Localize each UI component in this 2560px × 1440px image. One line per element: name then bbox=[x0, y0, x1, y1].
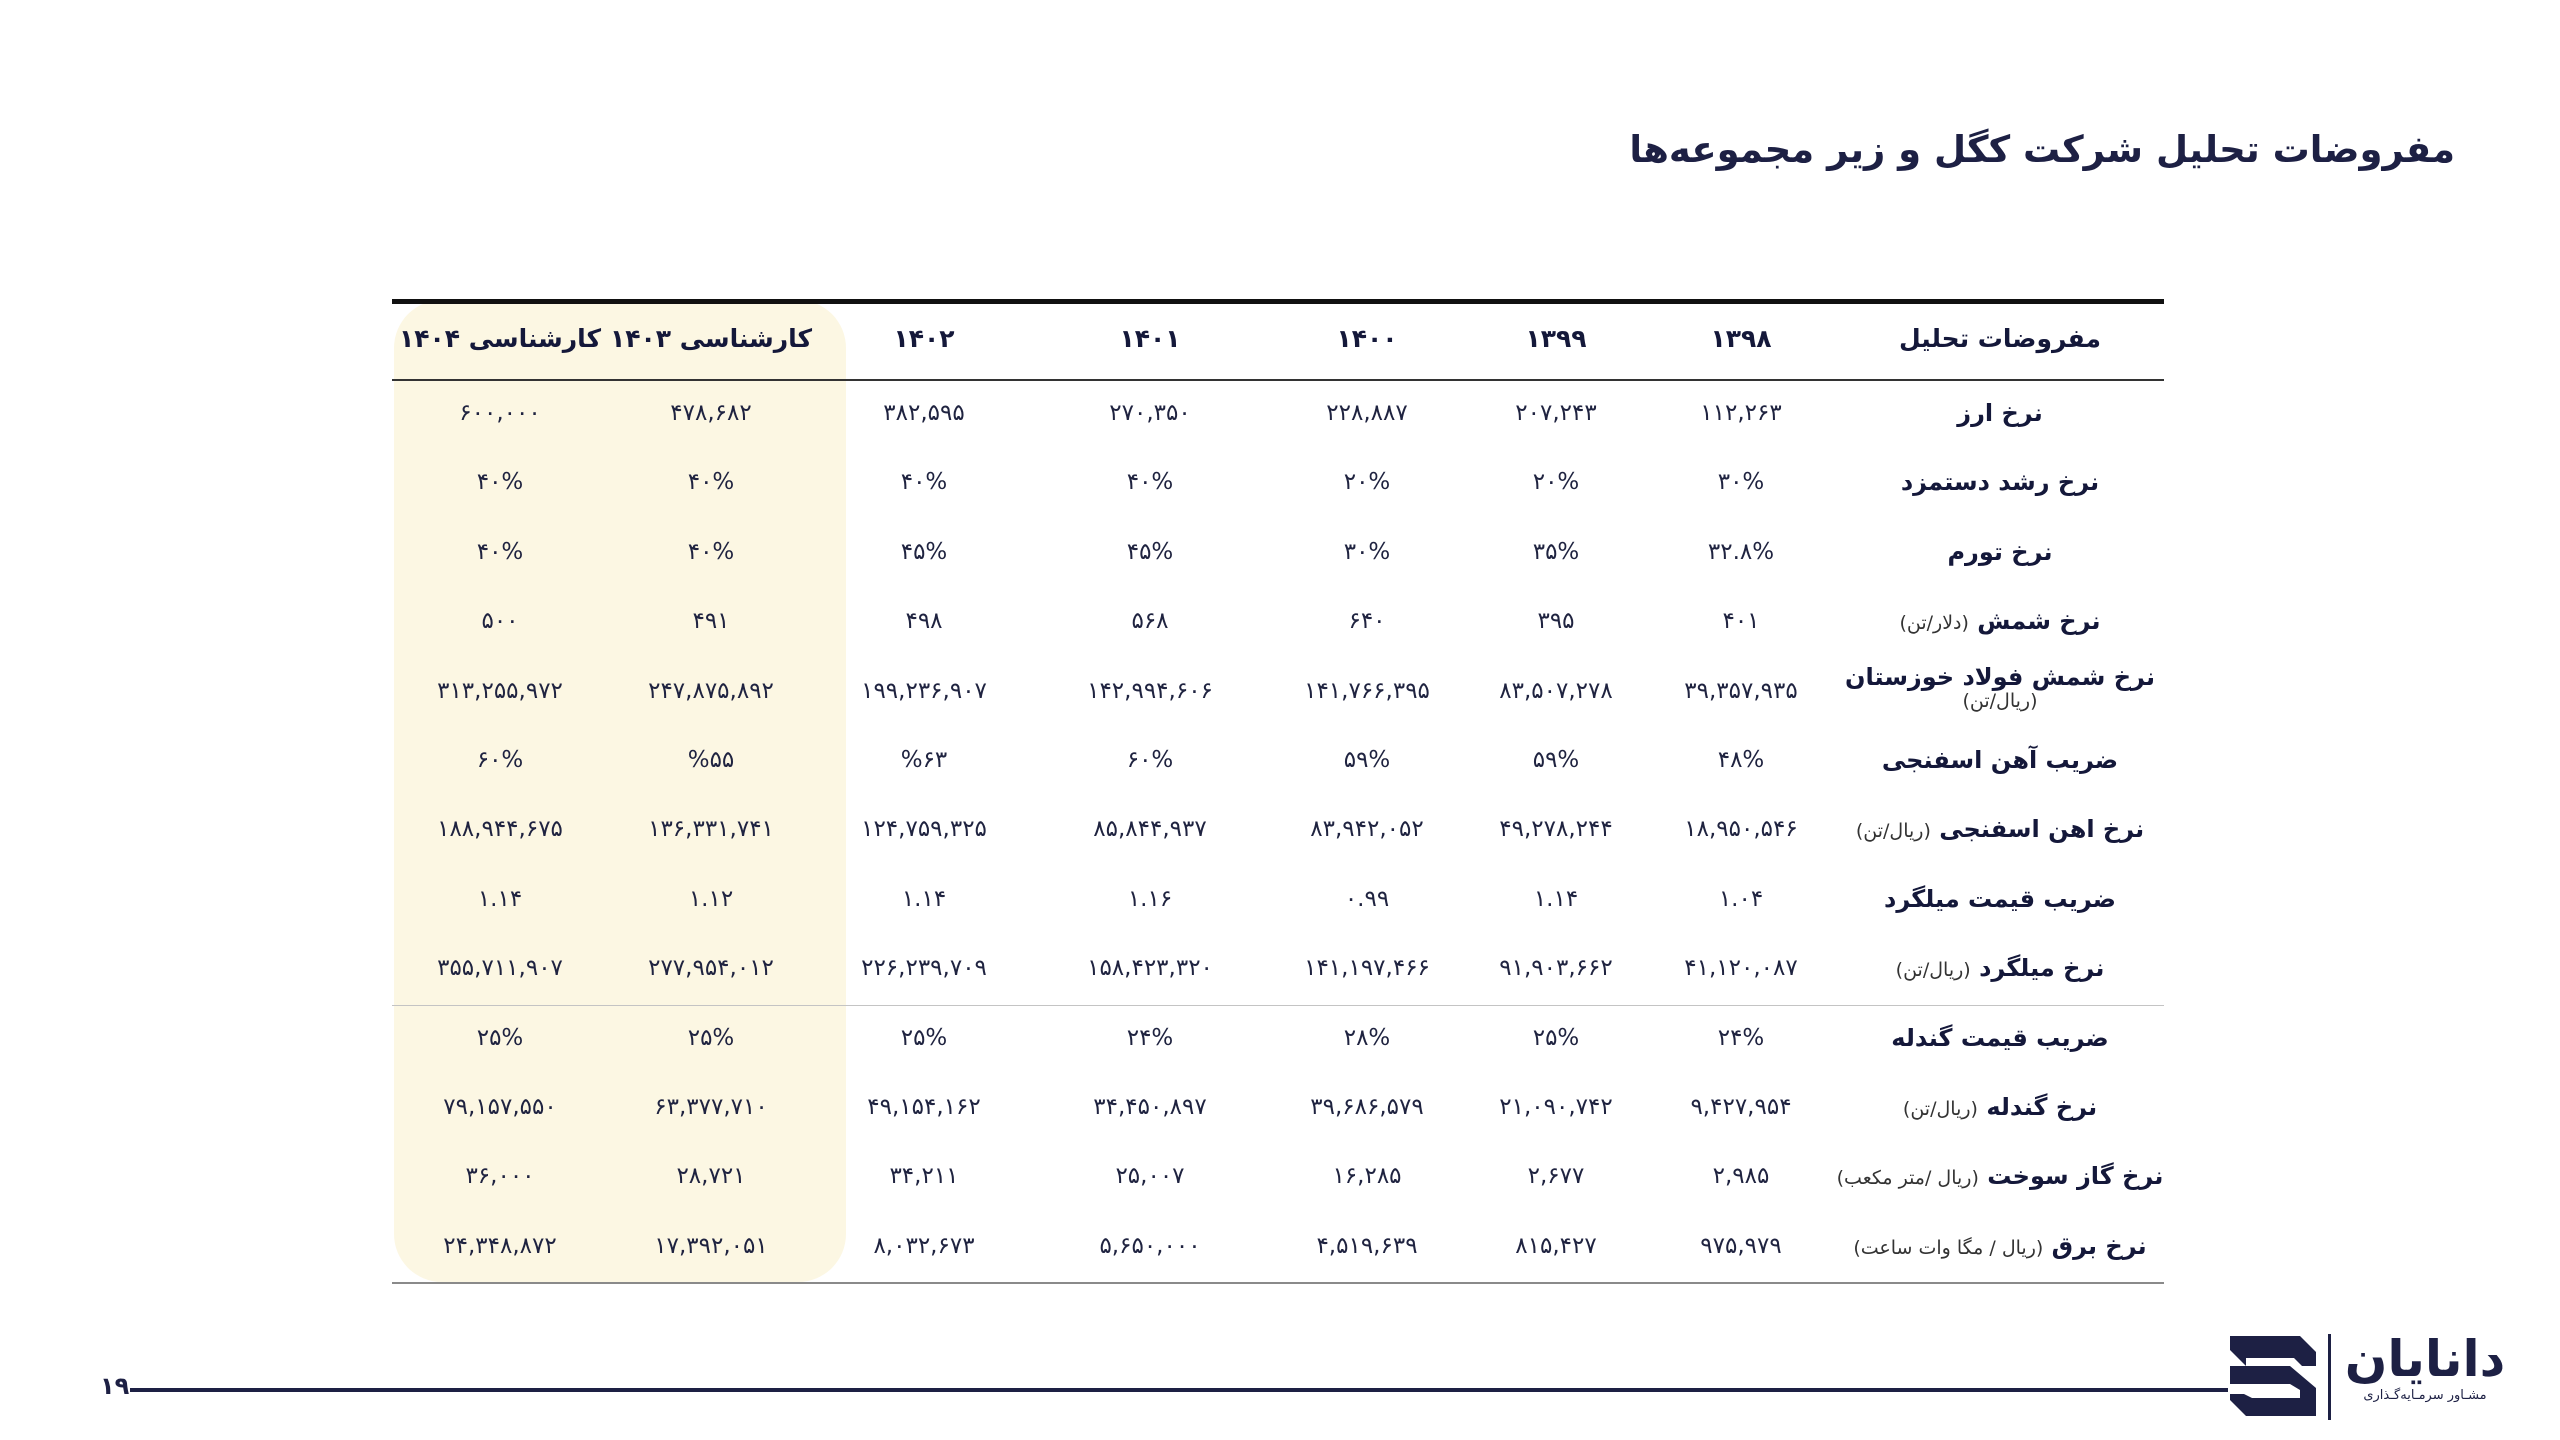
table-cell: ۲۴% bbox=[1717, 1024, 1765, 1051]
table-cell: ۴۸% bbox=[1717, 747, 1765, 773]
table-cell: ۱.۰۴ bbox=[1718, 885, 1764, 912]
table-cell: ۸,۰۳۲,۶۷۳ bbox=[873, 1232, 975, 1259]
table-cell: ۵,۶۵۰,۰۰۰ bbox=[1099, 1232, 1201, 1259]
table-cell: ۱۳۶,۳۳۱,۷۴۱ bbox=[648, 816, 774, 843]
table-cell: ۰.۹۹ bbox=[1344, 885, 1390, 912]
table-cell: ۱۹۹,۲۳۶,۹۰۷ bbox=[861, 677, 987, 704]
table-cell: ۴۰% bbox=[1126, 469, 1174, 496]
row-label bbox=[1947, 539, 2052, 567]
table-cell: ۱.۱۴ bbox=[477, 885, 523, 912]
row-label-text: نرخ رشد دستمزد bbox=[1900, 468, 2100, 497]
table-cell: ۱۸۸,۹۴۴,۶۷۵ bbox=[437, 816, 563, 843]
table-cell: ۱.۱۴ bbox=[1533, 885, 1579, 912]
table-cell: ۴۹۱ bbox=[692, 608, 730, 635]
table-cell: ۷۹,۱۵۷,۵۵۰ bbox=[443, 1094, 557, 1120]
footer-line bbox=[130, 1388, 2228, 1392]
header-year-column: کارشناسی ۱۴۰۳ bbox=[609, 324, 813, 353]
table-cell: ۱۵۸,۴۲۳,۳۲۰ bbox=[1087, 955, 1213, 982]
row-unit: (ریال/تن) bbox=[1895, 959, 1971, 982]
table-cell: ۴۰% bbox=[687, 538, 735, 565]
table-cell: ۵۰۰ bbox=[481, 608, 519, 635]
row-label bbox=[1901, 469, 2099, 497]
table-cell: ۱۴۲,۹۹۴,۶۰۶ bbox=[1087, 677, 1213, 704]
row-label-text: ضریب قیمت میلگرد bbox=[1884, 884, 2116, 913]
table-cell: ۱۴۱,۱۹۷,۴۶۶ bbox=[1304, 955, 1430, 982]
table-cell: ۲,۹۸۵ bbox=[1712, 1163, 1770, 1190]
header-year-column: ۱۳۹۹ bbox=[1525, 324, 1587, 353]
table-cell: ۶۰% bbox=[1126, 747, 1174, 773]
row-unit: (ریال/تن) bbox=[1902, 1098, 1978, 1120]
logo-name: دانایان bbox=[2344, 1330, 2506, 1388]
row-label bbox=[1882, 747, 2118, 775]
row-unit: (ریال/تن) bbox=[1962, 690, 2038, 713]
table-cell: ۴۰% bbox=[687, 469, 735, 496]
row-label-text: نرخ شمش bbox=[1977, 607, 2101, 636]
row-label bbox=[1884, 886, 2116, 914]
table-cell: ۲۷۷,۹۵۴,۰۱۲ bbox=[648, 955, 774, 982]
row-label-text: نرخ گاز سوخت bbox=[1987, 1162, 2164, 1191]
table-cell: ۲۰% bbox=[1532, 469, 1580, 496]
table-cell: ۱۱۲,۲۶۳ bbox=[1700, 400, 1782, 426]
table-cell: ۲۱,۰۹۰,۷۴۲ bbox=[1499, 1094, 1613, 1120]
table-top-rule bbox=[392, 299, 2164, 304]
table-cell: ۳۰% bbox=[1343, 538, 1391, 565]
table-cell: ۲۵% bbox=[1532, 1024, 1580, 1051]
table-cell: ۳۸۲,۵۹۵ bbox=[883, 400, 965, 426]
table-cell: ۴۵% bbox=[1126, 538, 1174, 565]
table-cell: ۴۹,۱۵۴,۱۶۲ bbox=[867, 1094, 981, 1120]
table-cell: ۴۰% bbox=[476, 469, 524, 496]
table-cell: ۲۷۰,۳۵۰ bbox=[1109, 400, 1191, 426]
table-cell: ۲۰۷,۲۴۳ bbox=[1515, 400, 1597, 426]
table-cell: ۴۱,۱۲۰,۰۸۷ bbox=[1684, 955, 1798, 982]
table-cell: ۱۴۱,۷۶۶,۳۹۵ bbox=[1304, 677, 1430, 704]
table-cell: ۴۰% bbox=[476, 538, 524, 565]
row-label bbox=[1891, 1025, 2108, 1053]
row-label bbox=[1856, 816, 2144, 844]
expert-columns-highlight bbox=[394, 300, 846, 1282]
table-cell: ۶۳,۳۷۷,۷۱۰ bbox=[654, 1094, 768, 1120]
table-cell: ۸۵,۸۴۴,۹۳۷ bbox=[1093, 816, 1207, 843]
table-cell: ۹۷۵,۹۷۹ bbox=[1700, 1232, 1782, 1259]
row-label bbox=[1837, 1163, 2164, 1191]
table-cell: ۳۵۵,۷۱۱,۹۰۷ bbox=[437, 955, 563, 982]
table-cell: ۱۷,۳۹۲,۰۵۱ bbox=[654, 1232, 768, 1259]
table-cell: ۲۸% bbox=[1343, 1024, 1391, 1051]
table-cell: ۲۵% bbox=[476, 1024, 524, 1051]
row-label-text: نرخ ارز bbox=[1957, 399, 2043, 427]
table-cell: ۴۰% bbox=[900, 469, 948, 496]
table-cell: ۳۴,۲۱۱ bbox=[889, 1163, 959, 1190]
row-label-text: نرخ برق bbox=[2051, 1231, 2147, 1260]
table-cell: ۳۴,۴۵۰,۸۹۷ bbox=[1093, 1094, 1207, 1120]
table-cell: ۹,۴۲۷,۹۵۴ bbox=[1690, 1094, 1792, 1120]
table-cell: ۱۸,۹۵۰,۵۴۶ bbox=[1684, 816, 1798, 843]
row-unit: (دلار/تن) bbox=[1899, 612, 1969, 635]
table-cell: ۴۹,۲۷۸,۲۴۴ bbox=[1499, 816, 1613, 843]
table-bottom-rule bbox=[392, 1282, 2164, 1284]
table-cell: %۵۵ bbox=[687, 747, 735, 773]
row-label-text: نرخ شمش فولاد خوزستان bbox=[1845, 662, 2155, 691]
row-label bbox=[1899, 608, 2100, 636]
header-year-column: کارشناسی ۱۴۰۴ bbox=[398, 324, 602, 353]
row-label-text: نرخ اهن اسفنجی bbox=[1939, 815, 2145, 844]
table-cell: ۶۰۰,۰۰۰ bbox=[459, 400, 541, 426]
table-cell: ۶۰% bbox=[476, 747, 524, 773]
table-cell: ۸۱۵,۴۲۷ bbox=[1515, 1232, 1597, 1259]
table-cell: ۲۵,۰۰۷ bbox=[1115, 1163, 1185, 1190]
table-cell: ۴,۵۱۹,۶۳۹ bbox=[1316, 1232, 1418, 1259]
table-header-rule bbox=[392, 379, 2164, 381]
table-cell: ۵۹% bbox=[1532, 747, 1580, 773]
table-cell: ۵۹% bbox=[1343, 747, 1391, 773]
table-cell: ۶۴۰ bbox=[1348, 608, 1386, 635]
header-year-column: ۱۴۰۲ bbox=[893, 324, 955, 353]
table-cell: ۲,۶۷۷ bbox=[1527, 1163, 1585, 1190]
table-cell: ۹۱,۹۰۳,۶۶۲ bbox=[1499, 955, 1613, 982]
row-label-text: نرخ گندله bbox=[1986, 1093, 2098, 1121]
header-year-column: ۱۴۰۱ bbox=[1119, 324, 1181, 353]
header-label-column: مفروضات تحلیل bbox=[1898, 324, 2102, 353]
row-label bbox=[1896, 955, 2105, 983]
row-label bbox=[1957, 400, 2042, 428]
table-cell: ۱.۱۲ bbox=[688, 885, 734, 912]
table-cell: ۲۸,۷۲۱ bbox=[676, 1163, 746, 1190]
table-cell: ۱۶,۲۸۵ bbox=[1332, 1163, 1402, 1190]
table-cell: ۳۲.۸% bbox=[1707, 538, 1775, 565]
row-label bbox=[1853, 1233, 2146, 1261]
page-title: مفروضات تحلیل شرکت کگل و زیر مجموعه‌ها bbox=[1629, 128, 2455, 171]
row-label-text: نرخ تورم bbox=[1947, 537, 2053, 566]
table-cell: ۱۲۴,۷۵۹,۳۲۵ bbox=[861, 816, 987, 843]
table-cell: ۵۶۸ bbox=[1131, 608, 1169, 635]
row-unit: (ریال/تن) bbox=[1855, 820, 1931, 843]
table-cell: ۳۹,۶۸۶,۵۷۹ bbox=[1310, 1094, 1424, 1120]
table-cell: ۴۹۸ bbox=[905, 608, 943, 635]
logo-wordmark bbox=[2340, 1330, 2510, 1403]
table-cell: ۲۵% bbox=[900, 1024, 948, 1051]
row-unit: (ریال / مگا وات ساعت) bbox=[1853, 1236, 2044, 1259]
table-cell: ۲۵% bbox=[687, 1024, 735, 1051]
header-year-column: ۱۳۹۸ bbox=[1710, 324, 1772, 353]
logo-separator bbox=[2328, 1334, 2331, 1420]
table-divider-rule bbox=[392, 1005, 2164, 1006]
row-label-text: ضریب آهن اسفنجی bbox=[1881, 746, 2119, 774]
table-cell: ۳۱۳,۲۵۵,۹۷۲ bbox=[437, 677, 563, 704]
table-cell: ۳۶,۰۰۰ bbox=[465, 1163, 535, 1190]
table-cell: ۳۹,۳۵۷,۹۳۵ bbox=[1684, 677, 1798, 704]
row-label bbox=[1903, 1094, 2097, 1122]
page-number: ۱۹ bbox=[100, 1372, 130, 1400]
row-label-text: نرخ میلگرد bbox=[1979, 954, 2105, 983]
table-cell: ۲۲۸,۸۸۷ bbox=[1326, 400, 1408, 426]
table-cell: ۴۰۱ bbox=[1722, 608, 1760, 635]
row-label-text: ضریب قیمت گندله bbox=[1891, 1023, 2109, 1052]
danayan-logo-icon bbox=[2230, 1336, 2316, 1416]
table-cell: ۸۳,۹۴۲,۰۵۲ bbox=[1310, 816, 1424, 843]
table-cell: ۲۲۶,۲۳۹,۷۰۹ bbox=[861, 955, 987, 982]
table-cell: ۲۴% bbox=[1126, 1024, 1174, 1051]
table-cell: ۳۹۵ bbox=[1537, 608, 1575, 635]
table-cell: ۴۷۸,۶۸۲ bbox=[670, 400, 752, 426]
table-cell: ۲۰% bbox=[1343, 469, 1391, 496]
logo-tagline: مشـاور سرمـایه‌گـذاری bbox=[2363, 1388, 2487, 1403]
table-cell: ۳۰% bbox=[1717, 469, 1765, 496]
table-cell: ۲۴۷,۸۷۵,۸۹۲ bbox=[648, 677, 774, 704]
row-label bbox=[1845, 664, 2155, 713]
table-cell: ۳۵% bbox=[1532, 538, 1580, 565]
row-unit: (ریال /متر مکعب) bbox=[1836, 1167, 1979, 1190]
table-cell: ۱.۱۴ bbox=[901, 885, 947, 912]
table-cell: ۸۳,۵۰۷,۲۷۸ bbox=[1499, 677, 1613, 704]
table-cell: ۴۵% bbox=[900, 538, 948, 565]
table-cell: ۲۴,۳۴۸,۸۷۲ bbox=[443, 1232, 557, 1259]
header-year-column: ۱۴۰۰ bbox=[1336, 324, 1398, 353]
table-cell: ۱.۱۶ bbox=[1127, 885, 1173, 912]
table-cell: %۶۳ bbox=[900, 747, 948, 773]
